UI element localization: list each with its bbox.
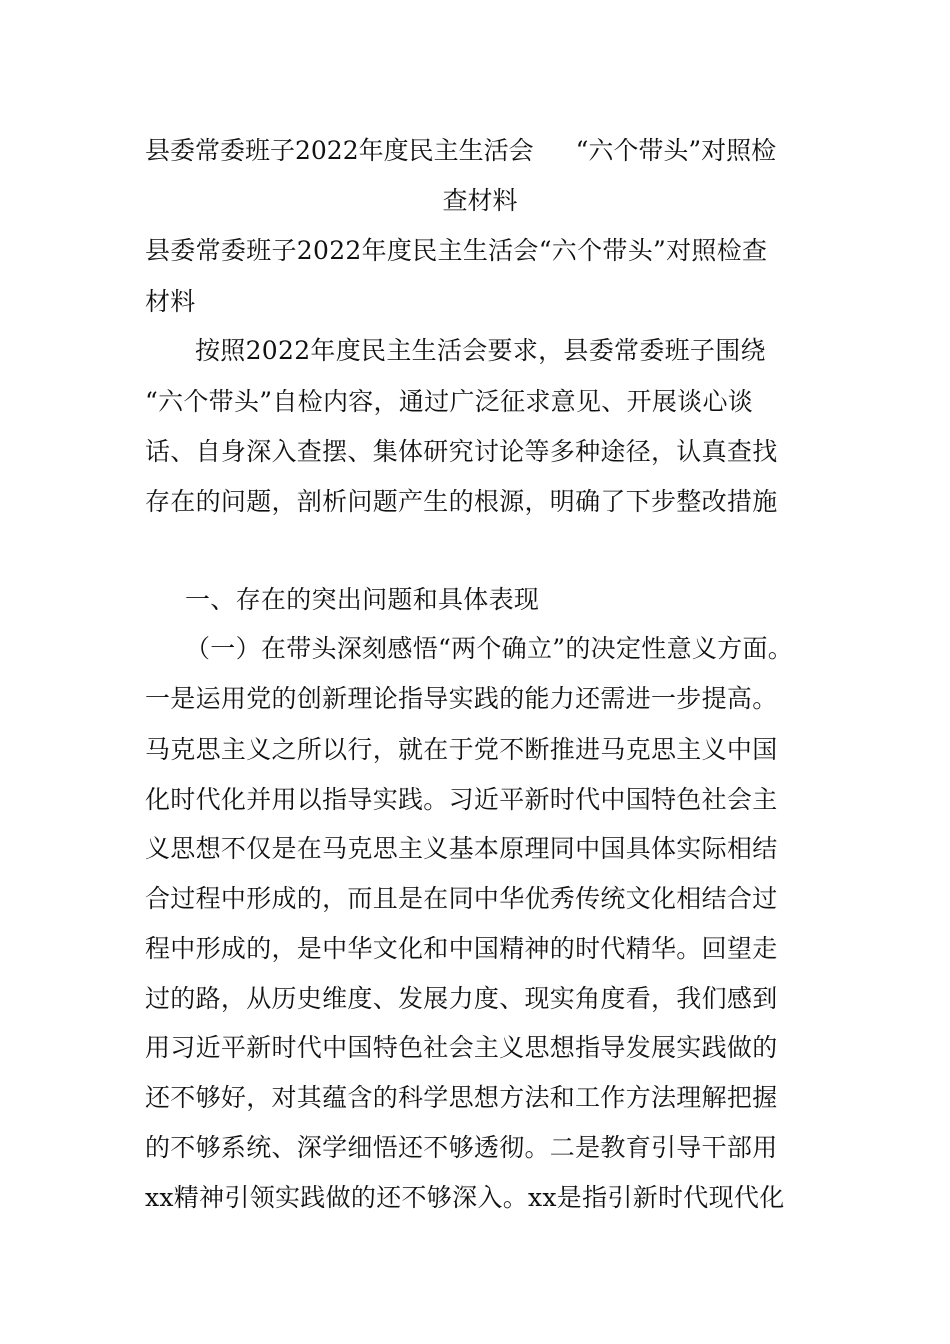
body-line-5: 义思想不仅是在马克思主义基本原理同中国具体实际相结 [145, 834, 778, 863]
section-heading: 一、存在的突出问题和具体表现 [185, 585, 540, 614]
subtitle-line-1: 县委常委班子2022年度民主生活会“六个带头”对照检查 [145, 236, 768, 265]
document-title-line-2: 查材料 [442, 186, 518, 215]
body-line-3: 马克思主义之所以行，就在于党不断推进马克思主义中国 [145, 735, 778, 764]
body-line-8: 过的路，从历史维度、发展力度、现实角度看，我们感到 [145, 984, 778, 1013]
document-title-part-2: “六个带头”对照检 [575, 136, 777, 165]
body-line-9: 用习近平新时代中国特色社会主义思想指导发展实践做的 [145, 1033, 778, 1062]
body-line-12: xx精神引领实践做的还不够深入。xx是指引新时代现代化 [145, 1183, 785, 1212]
document-title-part-1: 县委常委班子2022年度民主生活会 [145, 136, 534, 165]
intro-line-4: 存在的问题，剖析问题产生的根源，明确了下步整改措施 [145, 487, 778, 516]
body-line-2: 一是运用党的创新理论指导实践的能力还需进一步提高。 [145, 684, 778, 713]
intro-line-2: “六个带头”自检内容，通过广泛征求意见、开展谈心谈 [145, 387, 754, 416]
body-line-10: 还不够好，对其蕴含的科学思想方法和工作方法理解把握 [145, 1083, 778, 1112]
intro-line-3: 话、自身深入查摆、集体研究讨论等多种途径，认真查找 [145, 437, 778, 466]
subtitle-line-2: 材料 [145, 287, 196, 316]
body-line-1: （一）在带头深刻感悟“两个确立”的决定性意义方面。 [185, 634, 794, 663]
document-title-line-1 [145, 138, 815, 163]
body-line-6: 合过程中形成的，而且是在同中华优秀传统文化相结合过 [145, 884, 778, 913]
body-line-11: 的不够系统、深学细悟还不够透彻。二是教育引导干部用 [145, 1133, 778, 1162]
body-line-7: 程中形成的，是中华文化和中国精神的时代精华。回望走 [145, 934, 778, 963]
body-line-4: 化时代化并用以指导实践。习近平新时代中国特色社会主 [145, 785, 778, 814]
intro-line-1: 按照2022年度民主生活会要求，县委常委班子围绕 [195, 336, 766, 365]
